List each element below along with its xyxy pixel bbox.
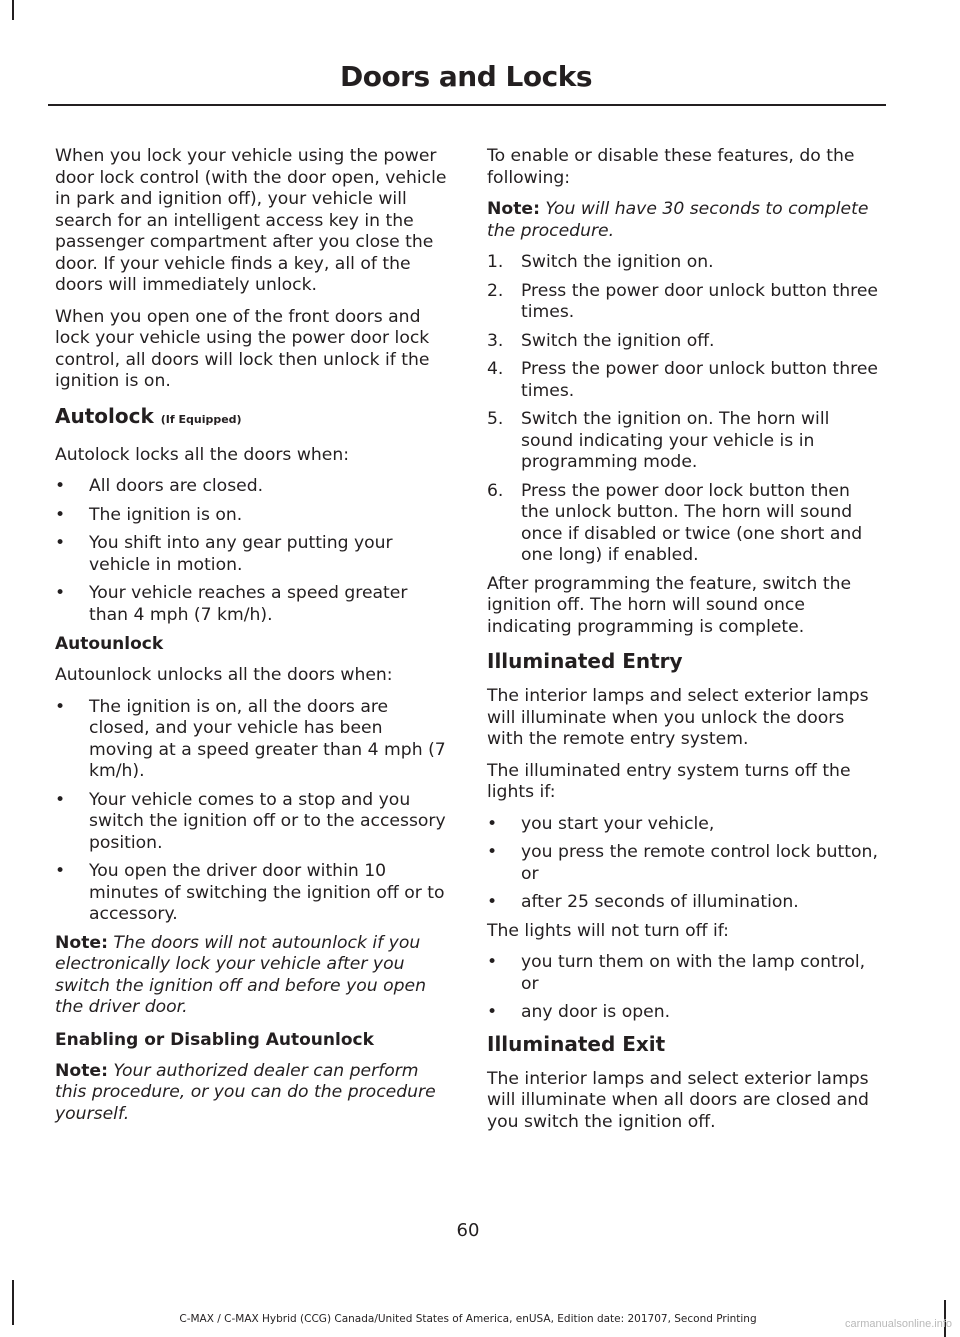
autolock-intro: Autolock locks all the doors when: xyxy=(55,444,350,465)
procedure-intro: To enable or disable these features, do the following: xyxy=(487,146,855,188)
footer-edition-text: C-MAX / C-MAX Hybrid (CCG) Canada/United States of America, enUSA, Edition date: 201707, Second Printing xyxy=(179,1313,757,1325)
bullet: • xyxy=(55,789,66,810)
illuminated-exit-paragraph: The interior lamps and select exterior lamps will illuminate when all doors are closed and you switch the ignition off. xyxy=(487,1068,869,1132)
watermark: carmanualsonline.info xyxy=(844,1318,952,1330)
after-programming-paragraph: After programming the feature, switch the ignition off. The horn will sound once indicating programming is complete. xyxy=(487,573,852,637)
list-item xyxy=(55,505,450,527)
step-number: 3. xyxy=(487,330,504,351)
step-text: Press the power door unlock button three times. xyxy=(521,359,878,401)
header-rule xyxy=(48,104,886,106)
illuminated-exit-heading: Illuminated Exit xyxy=(487,1031,666,1056)
list-item-text: Your vehicle reaches a speed greater than 4 mph (7 km/h). xyxy=(89,583,408,625)
list-item xyxy=(55,861,450,926)
note-text: Your authorized dealer can perform this procedure, or you can do the procedure yourself. xyxy=(55,1060,436,1124)
list-item-text: The ignition is on, all the doors are closed, and your vehicle has been moving at a speed greater than 4 mph (7 km/h). xyxy=(89,696,446,781)
list-item-text: You open the driver door within 10 minutes of switching the ignition off or to accessory. xyxy=(89,861,445,924)
list-item-text: you press the remote control lock button, or xyxy=(521,842,878,884)
step-text: Press the power door lock button then the unlock button. The horn will sound once if disabled or twice (one short and one long) if enabled. xyxy=(521,480,863,565)
list-item xyxy=(55,583,450,626)
procedure-steps xyxy=(487,252,882,567)
page-number: 60 xyxy=(456,1220,480,1241)
procedure-note xyxy=(487,199,882,242)
bullet: • xyxy=(487,1002,498,1022)
step-item xyxy=(487,281,882,324)
bullet: • xyxy=(487,892,498,912)
enabling-heading: Enabling or Disabling Autounlock xyxy=(55,1029,374,1050)
illuminated-entry-paragraph: The illuminated entry system turns off the lights if: xyxy=(487,760,851,802)
step-item xyxy=(487,481,882,567)
list-item-text: after 25 seconds of illumination. xyxy=(521,892,799,912)
list-item-text: All doors are closed. xyxy=(89,476,264,496)
step-text: Switch the ignition on. The horn will sound indicating your vehicle is in programming mode. xyxy=(521,409,830,472)
right-column xyxy=(487,146,882,1143)
list-item xyxy=(55,533,450,576)
bullet: • xyxy=(55,696,66,717)
step-number: 1. xyxy=(487,252,504,272)
note-label: Note: xyxy=(55,932,108,953)
lights-not-off-list xyxy=(487,952,882,1024)
autolock-heading-text: Autolock xyxy=(55,403,154,428)
illuminated-entry-heading: Illuminated Entry xyxy=(487,649,683,673)
step-text: Press the power door unlock button three times. xyxy=(521,280,878,322)
intro-paragraph: When you open one of the front doors and lock your vehicle using the power door lock control, all doors will lock then unlock if the ignition is on. xyxy=(55,306,430,391)
list-item xyxy=(487,892,882,914)
autolock-list xyxy=(55,476,450,626)
step-item xyxy=(487,409,882,474)
bullet: • xyxy=(487,842,498,862)
illuminated-entry-paragraph: The lights will not turn off if: xyxy=(487,920,729,941)
lights-off-list xyxy=(487,814,882,914)
step-text: Switch the ignition on. xyxy=(521,252,714,272)
list-item xyxy=(487,842,882,885)
autounlock-intro: Autounlock unlocks all the doors when: xyxy=(55,665,393,685)
list-item xyxy=(487,814,882,836)
autounlock-note xyxy=(55,933,450,1019)
list-item xyxy=(487,952,882,995)
bullet: • xyxy=(55,583,66,603)
bullet: • xyxy=(55,476,66,496)
step-number: 5. xyxy=(487,409,504,429)
autolock-heading xyxy=(55,403,450,433)
autolock-heading-suffix: (If Equipped) xyxy=(160,412,242,426)
list-item xyxy=(487,1002,882,1024)
page-title: Doors and Locks xyxy=(339,60,592,93)
list-item xyxy=(55,476,450,498)
note-text: The doors will not autounlock if you electronically lock your vehicle after you switch the ignition off and before you open the driver door. xyxy=(55,932,427,1017)
step-text: Switch the ignition off. xyxy=(521,330,715,351)
crop-mark xyxy=(12,0,14,20)
bullet: • xyxy=(55,861,66,881)
bullet: • xyxy=(487,813,498,834)
autounlock-list xyxy=(55,697,450,926)
bullet: • xyxy=(55,533,66,553)
step-number: 4. xyxy=(487,359,504,379)
autounlock-heading: Autounlock xyxy=(55,634,164,654)
bullet: • xyxy=(55,504,66,525)
note-label: Note: xyxy=(55,1060,108,1081)
bullet: • xyxy=(487,952,498,972)
list-item-text: The ignition is on. xyxy=(89,504,243,525)
list-item xyxy=(55,790,450,855)
enabling-note xyxy=(55,1061,450,1126)
list-item-text: Your vehicle comes to a stop and you switch the ignition off or to the accessory position. xyxy=(89,789,446,853)
step-number: 2. xyxy=(487,280,504,301)
intro-paragraph: When you lock your vehicle using the power door lock control (with the door open, vehicle in park and ignition off), your vehicle will search for an intelligent access key in the passenger compartment after you close the door. If your vehicle finds a key, all of the doors will immediately unlock. xyxy=(55,146,447,295)
step-number: 6. xyxy=(487,480,504,501)
list-item-text: you turn them on with the lamp control, or xyxy=(521,952,866,994)
step-item xyxy=(487,331,882,353)
step-item xyxy=(487,252,882,274)
step-item xyxy=(487,359,882,402)
list-item-text: any door is open. xyxy=(521,1002,671,1022)
list-item xyxy=(55,697,450,783)
left-column xyxy=(55,146,450,1135)
list-item-text: you start your vehicle, xyxy=(521,813,715,834)
illuminated-entry-paragraph: The interior lamps and select exterior lamps will illuminate when you unlock the doors with the remote entry system. xyxy=(487,686,869,749)
note-label: Note: xyxy=(487,199,540,219)
note-text: You will have 30 seconds to complete the procedure. xyxy=(487,199,869,241)
list-item-text: You shift into any gear putting your vehicle in motion. xyxy=(89,533,393,575)
